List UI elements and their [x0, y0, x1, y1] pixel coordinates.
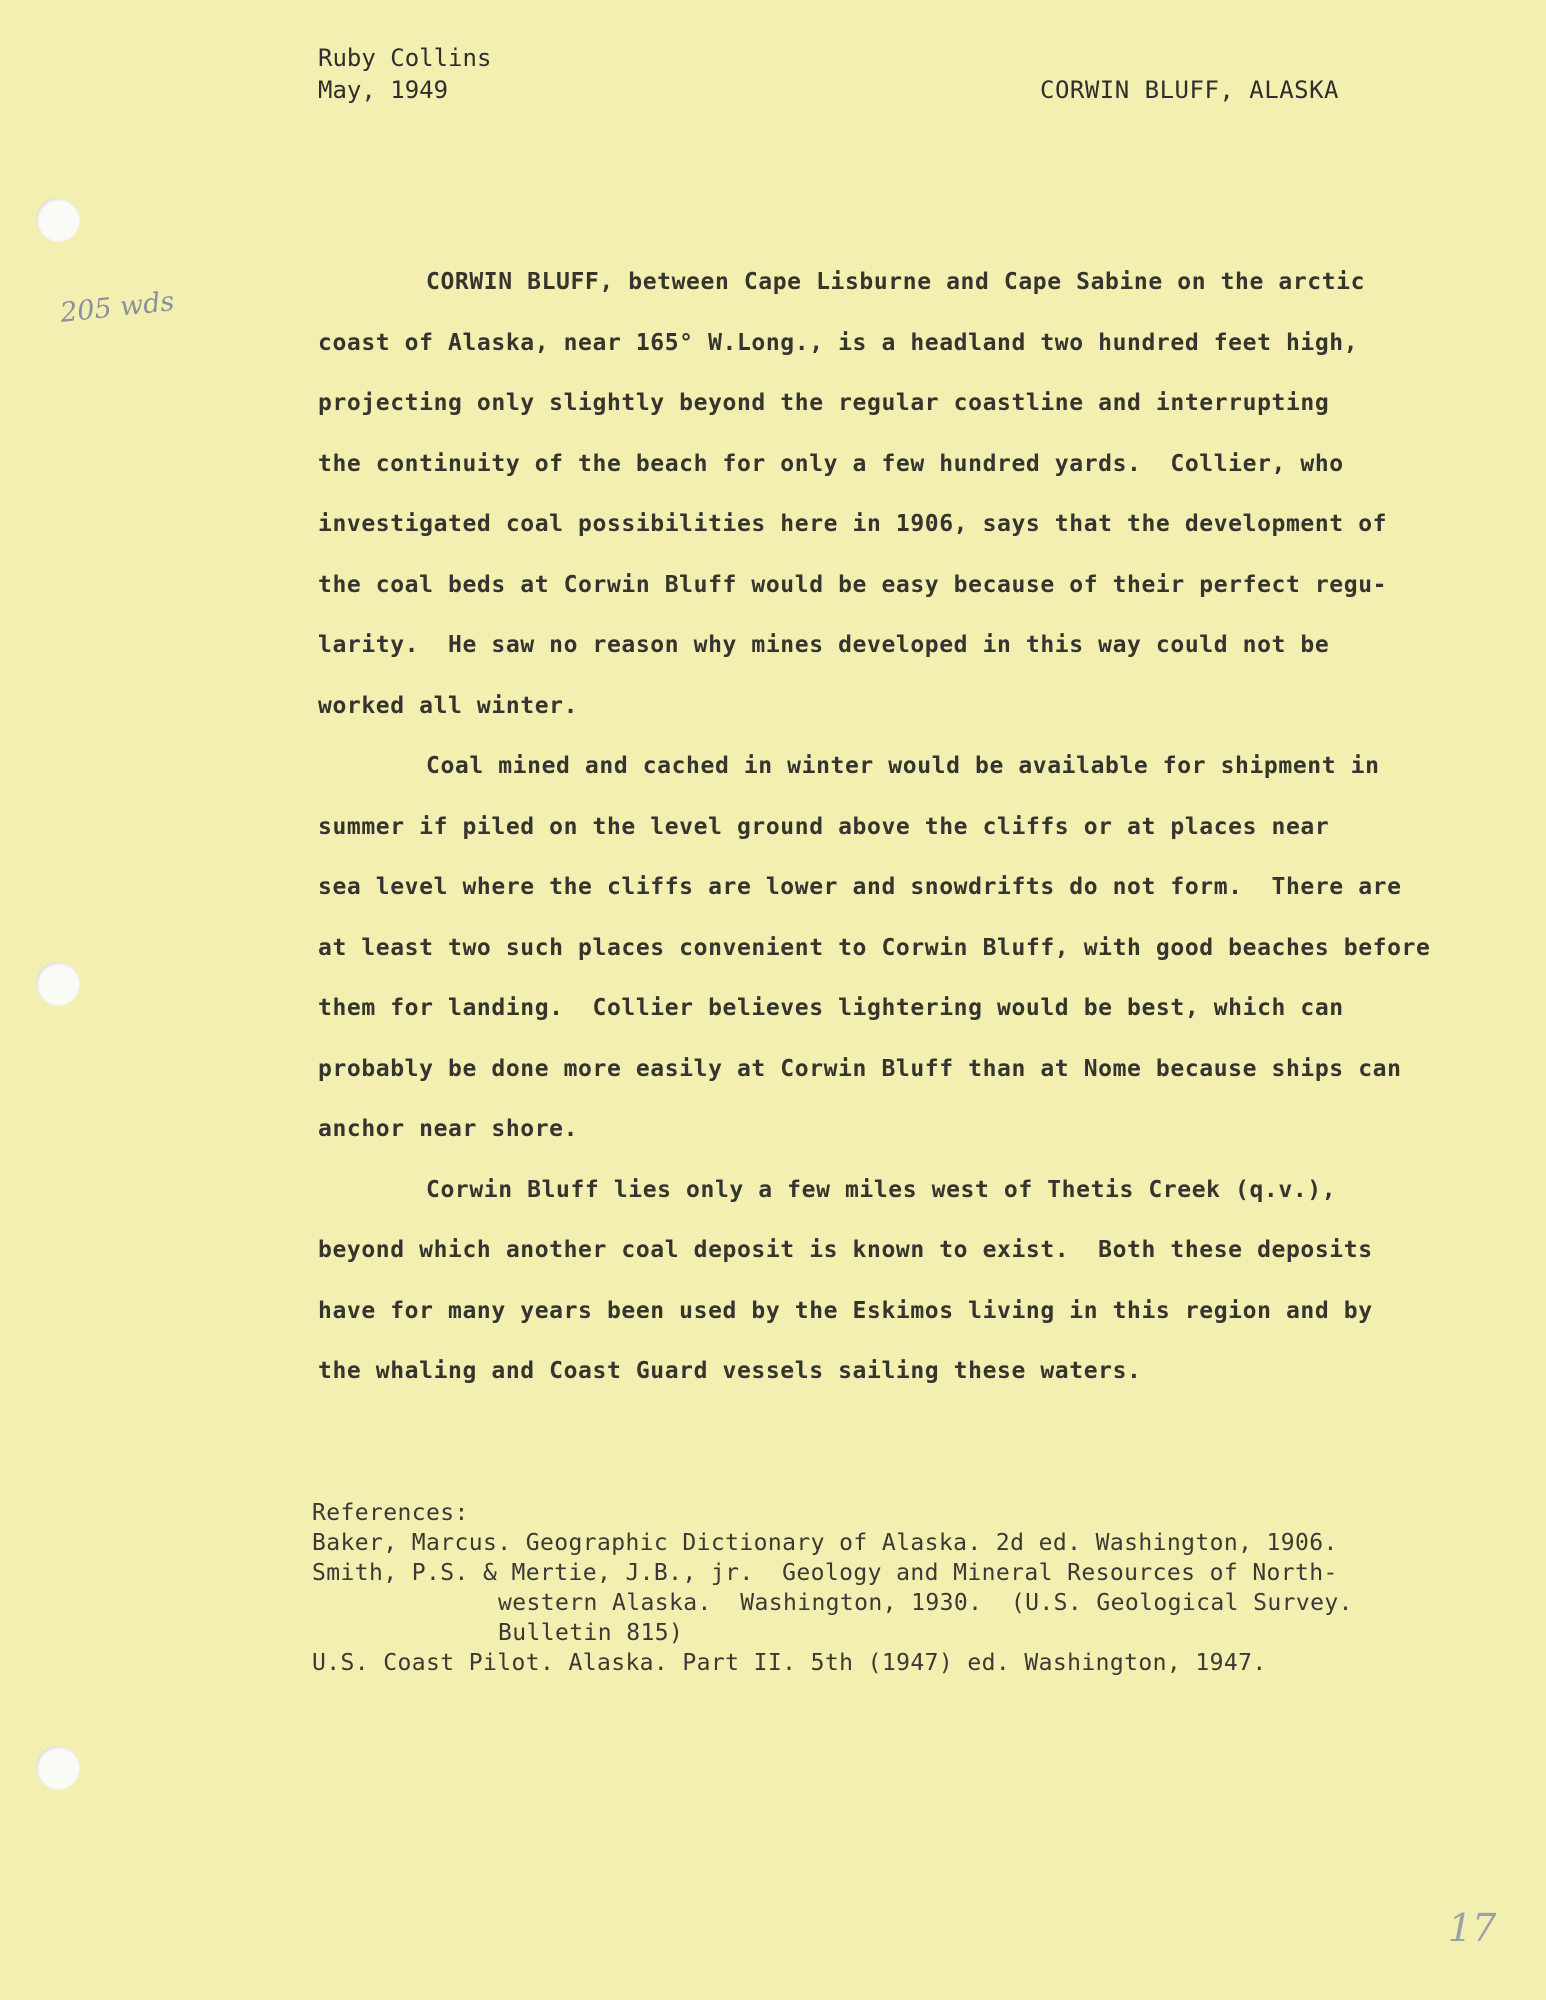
punch-hole [36, 198, 80, 242]
text-line: coast of Alaska, near 165° W.Long., is a headland two hundred feet high, [318, 329, 1359, 356]
text-line: Corwin Bluff lies only a few miles west of Thetis Creek (q.v.), [426, 1176, 1337, 1203]
reference-entry: Baker, Marcus. Geographic Dictionary of Alaska. 2d ed. Washington, 1906. [312, 1530, 1338, 1556]
text-line: anchor near shore. [318, 1116, 579, 1142]
reference-entry: U.S. Coast Pilot. Alaska. Part II. 5th (1947) ed. Washington, 1947. [312, 1650, 1267, 1676]
references-heading: References: [312, 1500, 469, 1526]
text-line: investigated coal possibilities here in 1906, says that the development of [318, 511, 1388, 537]
paragraph [318, 252, 1498, 736]
word-count-note: 205 wds [58, 286, 176, 329]
text-line: projecting only slightly beyond the regular coastline and interrupting [318, 390, 1330, 416]
text-line: the continuity of the beach for only a few hundred yards. Collier, who [318, 450, 1344, 477]
references-section [312, 1498, 1512, 1678]
text-line: have for many years been used by the Eskimos living in this region and by [318, 1297, 1373, 1324]
text-line: CORWIN BLUFF, between Cape Lisburne and Cape Sabine on the arctic [426, 269, 1366, 295]
paragraph [318, 736, 1498, 1160]
text-line: Coal mined and cached in winter would be available for shipment in [426, 753, 1380, 779]
text-line: worked all winter. [318, 692, 579, 719]
author-block [318, 42, 491, 106]
text-line: probably be done more easily at Corwin Bluff than at Nome because ships can [318, 1055, 1402, 1082]
reference-entry-continuation: western Alaska. Washington, 1930. (U.S. Geological Survey. [498, 1590, 1353, 1616]
text-line: at least two such places convenient to Corwin Bluff, with good beaches before [318, 934, 1431, 961]
page-number: 17 [1448, 1906, 1497, 1950]
document-date: May, 1949 [318, 76, 449, 104]
text-line: summer if piled on the level ground above the cliffs or at places near [318, 813, 1330, 840]
reference-entry: Smith, P.S. & Mertie, J.B., jr. Geology and Mineral Resources of North- [312, 1560, 1338, 1586]
author-name: Ruby Collins [318, 44, 492, 72]
punch-hole [36, 1746, 80, 1790]
text-line: them for landing. Collier believes lightering would be best, which can [318, 995, 1344, 1021]
punch-hole [36, 962, 80, 1006]
paragraph [318, 1160, 1498, 1402]
text-line: the coal beds at Corwin Bluff would be easy because of their perfect regu- [318, 571, 1388, 598]
text-line: beyond which another coal deposit is known to exist. Both these deposits [318, 1237, 1373, 1263]
article-body [318, 252, 1498, 1402]
text-line: the whaling and Coast Guard vessels sailing these waters. [318, 1358, 1142, 1384]
text-line: sea level where the cliffs are lower and snowdrifts do not form. There are [318, 874, 1402, 900]
text-line: larity. He saw no reason why mines developed in this way could not be [318, 632, 1330, 658]
document-title: CORWIN BLUFF, ALASKA [1040, 76, 1339, 104]
reference-entry-continuation: Bulletin 815) [498, 1620, 684, 1646]
